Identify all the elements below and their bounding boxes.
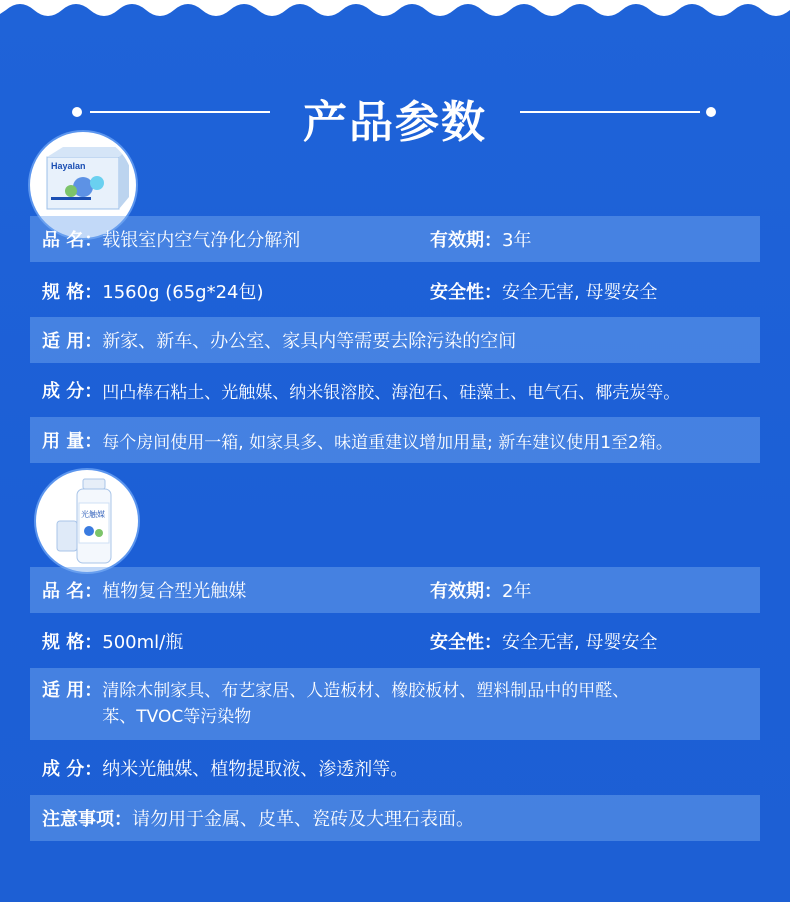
top-wave-decoration — [0, 0, 790, 24]
p2-name-label: 品 名： — [42, 581, 103, 602]
p1-row-spec — [30, 268, 760, 314]
p2-safety-label: 安全性： — [430, 632, 502, 653]
p2-row-spec — [30, 618, 760, 664]
header-line-right — [520, 111, 700, 113]
p1-safety-value: 安全无害, 母婴安全 — [502, 282, 658, 303]
p2-use-value-line1: 清除木制家具、布艺家居、人造板材、橡胶板材、塑料制品中的甲醛、 — [102, 681, 630, 701]
p2-validity-label: 有效期： — [430, 581, 502, 602]
header-dot-right — [706, 107, 716, 117]
p1-name-label: 品 名： — [42, 230, 103, 251]
p1-validity-value: 3年 — [502, 230, 532, 251]
p1-use-value: 新家、新车、办公室、家具内等需要去除污染的空间 — [102, 331, 517, 352]
p1-name-value: 载银室内空气净化分解剂 — [102, 230, 301, 251]
p1-row-name — [30, 216, 760, 262]
p1-row-use — [30, 317, 760, 363]
p1-use-label: 适 用： — [42, 331, 103, 352]
section-header — [0, 78, 790, 148]
p1-comp-value: 凹凸棒石粘土、光触媒、纳米银溶胶、海泡石、硅藻土、电气石、椰壳炭等。 — [102, 382, 681, 403]
p1-spec-value: 1560g (65g*24包) — [102, 282, 264, 303]
p1-comp-label: 成 分： — [42, 381, 103, 402]
p2-row-note — [30, 795, 760, 841]
p1-spec-label: 规 格： — [42, 282, 103, 303]
p2-use-value — [102, 678, 629, 730]
product-bottle-image — [36, 470, 138, 572]
p2-safety-value: 安全无害, 母婴安全 — [502, 632, 658, 653]
p2-spec-value: 500ml/瓶 — [102, 632, 184, 653]
product-bottle-label: 光触媒 — [81, 510, 105, 519]
p1-row-composition — [30, 367, 760, 413]
p1-validity-label: 有效期： — [430, 230, 502, 251]
p2-comp-value: 纳米光触媒、植物提取液、渗透剂等。 — [102, 759, 409, 780]
p2-row-composition — [30, 745, 760, 791]
p2-comp-label: 成 分： — [42, 759, 103, 780]
p2-note-value: 请勿用于金属、皮革、瓷砖及大理石表面。 — [132, 809, 474, 830]
page-title: 产品参数 — [303, 97, 487, 148]
p2-row-name — [30, 567, 760, 613]
p1-dose-label: 用 量： — [42, 431, 103, 452]
p2-row-use — [30, 668, 760, 740]
p1-row-dosage — [30, 417, 760, 463]
p1-safety-label: 安全性： — [430, 282, 502, 303]
p1-dose-value: 每个房间使用一箱, 如家具多、味道重建议增加用量; 新车建议使用1至2箱。 — [102, 432, 673, 453]
p2-validity-value: 2年 — [502, 581, 532, 602]
p2-use-value-line2: 苯、TVOC等污染物 — [102, 707, 252, 727]
p2-name-value: 植物复合型光触媒 — [102, 581, 247, 602]
product-box-brand: Hayalan — [51, 161, 86, 171]
p2-use-label: 适 用： — [42, 680, 103, 701]
p2-note-label: 注意事项： — [42, 809, 132, 830]
p2-spec-label: 规 格： — [42, 632, 103, 653]
